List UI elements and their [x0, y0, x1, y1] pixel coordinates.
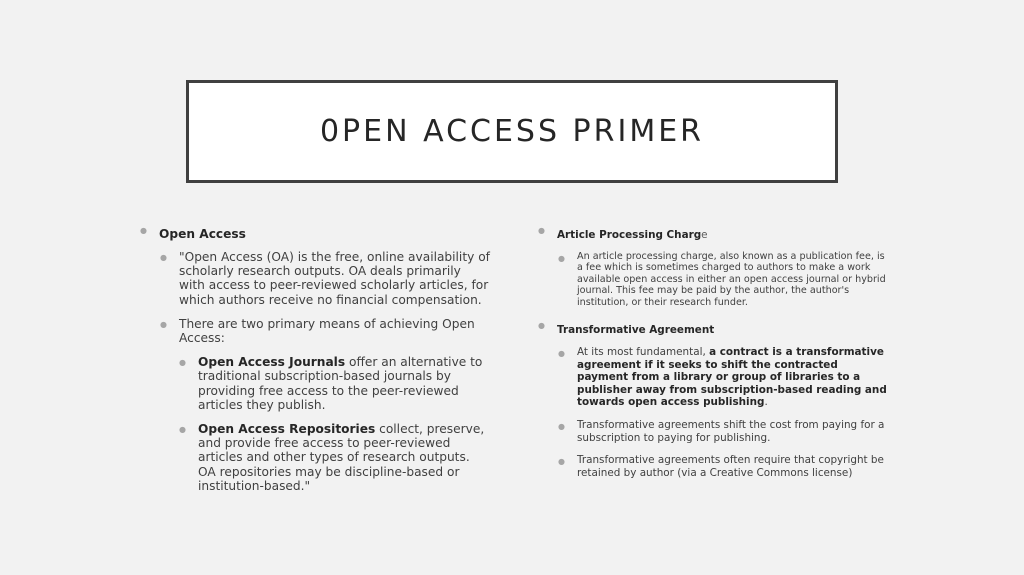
- bullet-icon: ●: [558, 254, 565, 263]
- ta-copyright-text: Transformative agreements often require that copyright be retained by author (via a Creative Commons license): [577, 454, 884, 479]
- list-item-oa-repositories: [140, 422, 490, 493]
- bullet-icon: ●: [140, 226, 147, 235]
- oa-definition-text: "Open Access (OA) is the free, online availability of scholarly research outputs. OA deals primarily with access to peer-reviewed scholarly articles, for which authors receive no financial compensation.: [179, 250, 490, 307]
- open-access-heading: Open Access: [159, 227, 246, 241]
- list-item-primary-means: [140, 317, 490, 345]
- apc-heading-main: Article Processing Charg: [557, 229, 702, 241]
- title-box: [186, 80, 838, 183]
- primary-means-text: There are two primary means of achieving Open Access:: [179, 316, 475, 346]
- oa-journals-term: Open Access Journals: [198, 355, 346, 370]
- oa-journals-text: offer an alternative to traditional subscription-based journals by providing free access to the peer-reviewed articles they publish.: [198, 355, 483, 412]
- list-item-apc: [538, 223, 888, 242]
- ta-definition-bold: a contract is a transformative agreement if it seeks to shift the contracted payment from a library or group of libraries to a publisher away from subscription-based reading and towards open access publishing: [577, 346, 887, 409]
- left-column: [140, 223, 490, 493]
- list-item-ta-definition: [538, 346, 888, 409]
- ta-cost-shift-text: Transformative agreements shift the cost from paying for a subscription to paying for publishing.: [577, 419, 885, 444]
- oa-repositories-term: Open Access Repositories: [198, 422, 376, 437]
- ta-definition-end: .: [764, 396, 768, 409]
- bullet-icon: ●: [179, 425, 186, 435]
- ta-heading: Transformative Agreement: [557, 324, 715, 337]
- slide-title: 0PEN ACCESS PRIMER: [319, 114, 705, 149]
- bullet-icon: ●: [558, 457, 565, 467]
- bullet-icon: ●: [160, 319, 167, 329]
- list-item-ta: [538, 318, 888, 337]
- bullet-icon: ●: [538, 321, 545, 331]
- oa-repositories-text: collect, preserve, and provide free access to peer-reviewed articles and other types of research outputs. OA repositories may be discipline-based or institution-based.": [198, 422, 485, 493]
- bullet-icon: ●: [538, 226, 545, 235]
- apc-definition-text: An article processing charge, also known as a publication fee, is a fee which is sometimes charged to authors to make a work available open access in either an open access journal or hybrid journal. This fee may be paid by the author, the author's institution, or their research funder.: [577, 251, 886, 308]
- bullet-icon: ●: [179, 358, 186, 368]
- list-item-ta-cost-shift: [538, 419, 888, 444]
- list-item-apc-definition: [538, 251, 888, 308]
- ta-definition-plain: At its most fundamental,: [577, 346, 710, 359]
- list-item-oa-definition: [140, 250, 490, 307]
- apc-heading-end: e: [701, 229, 708, 241]
- list-item-ta-copyright: [538, 454, 888, 479]
- right-column: [538, 223, 888, 479]
- list-item-oa-journals: [140, 355, 490, 412]
- bullet-icon: ●: [558, 349, 565, 359]
- apc-heading: [557, 229, 708, 241]
- bullet-icon: ●: [160, 253, 167, 262]
- list-item-open-access: [140, 223, 490, 242]
- bullet-icon: ●: [558, 422, 565, 431]
